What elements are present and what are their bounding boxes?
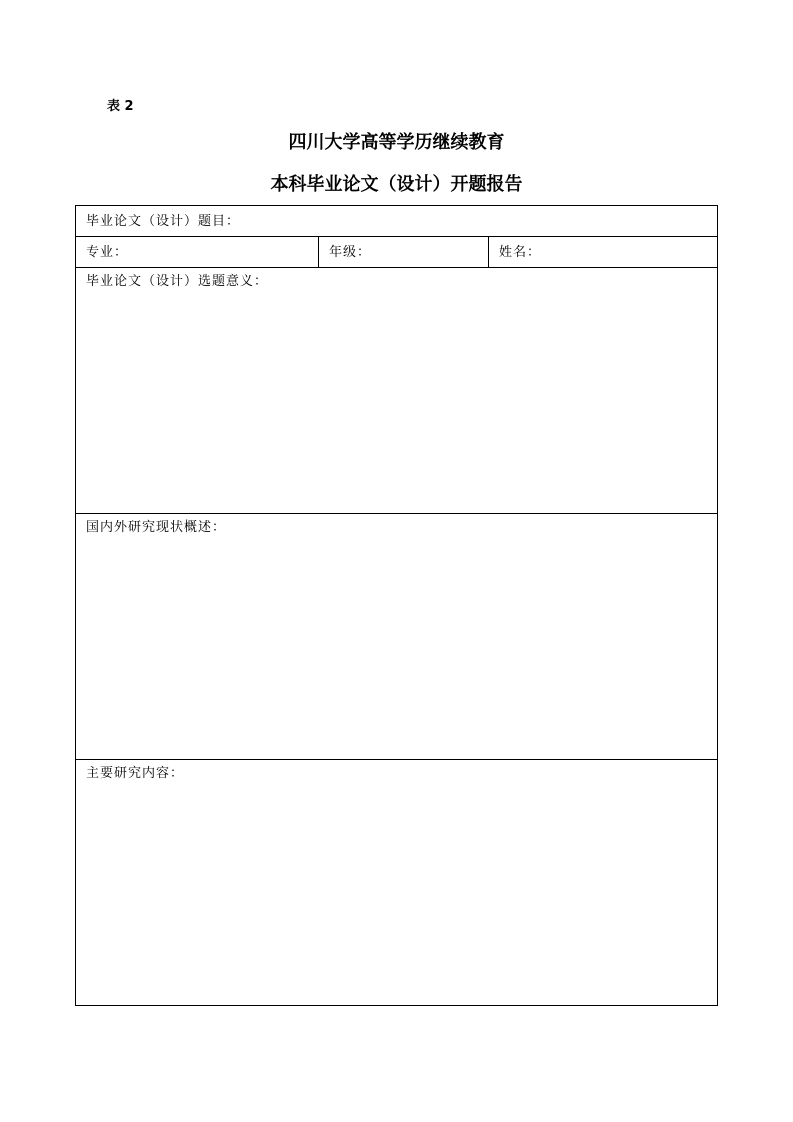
research-status-section[interactable] xyxy=(76,514,717,760)
topic-significance-label: 毕业论文（设计）选题意义： xyxy=(86,274,269,289)
document-title-institution: 四川大学高等学历继续教育 xyxy=(288,132,505,153)
grade-label: 年级： xyxy=(329,245,372,260)
name-label: 姓名： xyxy=(499,245,542,260)
research-status-label: 国内外研究现状概述： xyxy=(86,520,227,535)
main-content-label: 主要研究内容： xyxy=(86,766,185,781)
document-title-report: 本科毕业论文（设计）开题报告 xyxy=(270,174,523,195)
table-number-label: 表 2 xyxy=(107,99,134,114)
major-cell[interactable] xyxy=(76,237,319,267)
student-info-row xyxy=(76,237,717,268)
grade-cell[interactable] xyxy=(319,237,489,267)
thesis-topic-label: 毕业论文（设计）题目： xyxy=(86,214,241,229)
major-label: 专业： xyxy=(86,245,129,260)
topic-significance-section[interactable] xyxy=(76,268,717,514)
proposal-form-table xyxy=(75,205,718,1006)
thesis-topic-row[interactable] xyxy=(76,206,717,237)
main-content-section[interactable] xyxy=(76,760,717,1005)
name-cell[interactable] xyxy=(489,237,717,267)
